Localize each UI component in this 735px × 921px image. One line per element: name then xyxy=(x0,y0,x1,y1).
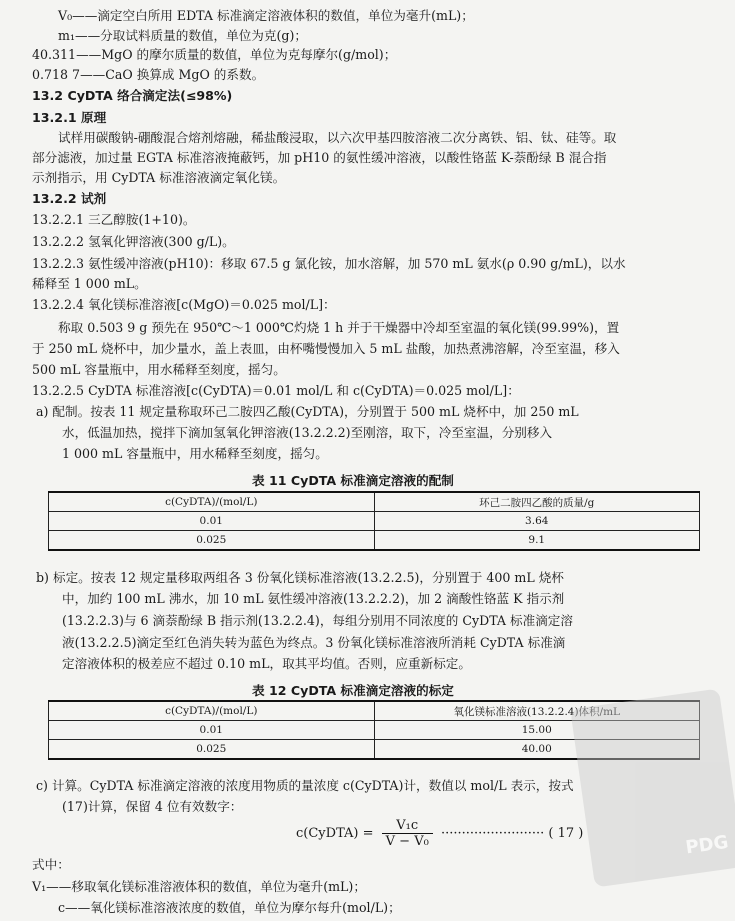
text-line: 式中： xyxy=(32,857,70,872)
text-line: c——氧化镁标准溶液浓度的数值，单位为摩尔每升(mol/L)； xyxy=(58,900,401,915)
text-line: b) 标定。按表 12 规定量移取两组各 3 份氧化镁标准溶液(13.2.2.5)，分别置于 400 mL 烧杯 xyxy=(36,570,564,585)
text-line: 500 mL 容量瓶中，用水稀释至刻度，摇匀。 xyxy=(32,362,286,377)
table-11-header-concentration: c(CyDTA)/(mol/L) xyxy=(49,492,375,512)
text-line: (13.2.2.3)与 6 滴萘酚绿 B 指示剂(13.2.2.4)，每组分别用不同浓度的 CyDTA 标准滴定溶 xyxy=(62,613,573,628)
text-line: 定溶液体积的极差应不超过 0.10 mL，取其平均值。否则，应重新标定。 xyxy=(62,656,471,671)
text-line: 13.2.2.3 氨性缓冲溶液(pH10)：移取 67.5 g 氯化铵，加水溶解，加 570 mL 氨水(ρ 0.90 g/mL)，以水 xyxy=(32,256,626,271)
table-row xyxy=(49,512,700,531)
table-11-header-mass: 环己二胺四乙酸的质量/g xyxy=(374,492,700,512)
text-line: V₀——滴定空白所用 EDTA 标准滴定溶液体积的数值，单位为毫升(mL)； xyxy=(58,8,474,23)
section-heading: 13.2 CyDTA 络合滴定法(≤98%) xyxy=(32,88,233,103)
text-line: V₁——移取氧化镁标准溶液体积的数值，单位为毫升(mL)； xyxy=(32,879,366,894)
formula-denominator: V − V₀ xyxy=(385,834,429,849)
table-cell: 3.64 xyxy=(374,512,700,531)
table-cell: 15.00 xyxy=(374,721,700,740)
text-line: (17)计算，保留 4 位有效数字： xyxy=(62,799,243,814)
formula-dots: ························· xyxy=(440,826,545,841)
table-cell: 0.01 xyxy=(49,721,375,740)
text-line: 称取 0.503 9 g 预先在 950℃～1 000℃灼烧 1 h 并于干燥器中冷却至室温的氧化镁(99.99%)，置 xyxy=(58,320,620,335)
text-line: 水，低温加热，搅拌下滴加氢氧化钾溶液(13.2.2.2)至刚溶，取下，冷至室温，分别移入 xyxy=(62,425,553,440)
table-11-caption: 表 11 CyDTA 标准滴定溶液的配制 xyxy=(252,473,454,488)
text-line: 13.2.2.5 CyDTA 标准溶液[c(CyDTA)＝0.01 mol/L 和 c(CyDTA)＝0.025 mol/L]： xyxy=(32,383,520,398)
formula-numerator: V₁c xyxy=(382,818,433,834)
table-row xyxy=(49,531,700,551)
text-line: m₁——分取试料质量的数值，单位为克(g)； xyxy=(58,28,307,43)
text-line: c) 计算。CyDTA 标准滴定溶液的浓度用物质的量浓度 c(CyDTA)计，数值以 mol/L 表示，按式 xyxy=(36,778,574,793)
table-cell: 0.025 xyxy=(49,531,375,551)
formula-17 xyxy=(296,818,583,849)
section-heading: 13.2.1 原理 xyxy=(32,110,107,125)
table-12-header-concentration: c(CyDTA)/(mol/L) xyxy=(49,701,375,721)
text-line: 于 250 mL 烧杯中，加少量水，盖上表皿，由杯嘴慢慢加入 5 mL 盐酸，加热煮沸溶解，冷至室温，移入 xyxy=(32,341,620,356)
text-line: 部分滤液，加过量 EGTA 标准溶液掩蔽钙，加 pH10 的氨性缓冲溶液，以酸性铬蓝 K-萘酚绿 B 混合指 xyxy=(32,150,607,165)
table-cell: 9.1 xyxy=(374,531,700,551)
text-line: 中，加约 100 mL 沸水，加 10 mL 氨性缓冲溶液(13.2.2.2)，加 2 滴酸性铬蓝 K 指示剂 xyxy=(62,591,565,606)
formula-number: ( 17 ) xyxy=(548,826,584,841)
text-line: a) 配制。按表 11 规定量称取环己二胺四乙酸(CyDTA)，分别置于 500 mL 烧杯中，加 250 mL xyxy=(36,404,579,419)
watermark-text: PDG xyxy=(684,831,730,859)
table-12-header-volume: 氧化镁标准溶液(13.2.2.4)体积/mL xyxy=(374,701,700,721)
text-line: 示剂指示，用 CyDTA 标准溶液滴定氧化镁。 xyxy=(32,170,286,185)
table-12-caption: 表 12 CyDTA 标准滴定溶液的标定 xyxy=(252,683,454,698)
text-line: 液(13.2.2.5)滴定至红色消失转为蓝色为终点。3 份氧化镁标准溶液所消耗 CyDTA 标准滴 xyxy=(62,635,566,650)
text-line: 13.2.2.1 三乙醇胺(1+10)。 xyxy=(32,212,196,227)
watermark-stamp xyxy=(570,688,735,887)
formula-fraction xyxy=(382,818,433,849)
section-heading: 13.2.2 试剂 xyxy=(32,191,107,206)
table-11 xyxy=(48,491,700,551)
text-line: 稀释至 1 000 mL。 xyxy=(32,276,147,291)
table-cell: 0.025 xyxy=(49,740,375,760)
text-line: 试样用碳酸钠-硼酸混合熔剂熔融，稀盐酸浸取，以六次甲基四胺溶液二次分离铁、铝、钛、硅等。取 xyxy=(58,130,617,145)
table-cell: 0.01 xyxy=(49,512,375,531)
text-line: 13.2.2.4 氧化镁标准溶液[c(MgO)＝0.025 mol/L]： xyxy=(32,297,336,312)
text-line: 0.718 7——CaO 换算成 MgO 的系数。 xyxy=(32,67,265,82)
formula-lhs: c(CyDTA) = xyxy=(296,826,374,841)
text-line: 40.311——MgO 的摩尔质量的数值，单位为克每摩尔(g/mol)； xyxy=(32,47,397,62)
text-line: 13.2.2.2 氢氧化钾溶液(300 g/L)。 xyxy=(32,234,235,249)
table-cell: 40.00 xyxy=(374,740,700,760)
text-line: 1 000 mL 容量瓶中，用水稀释至刻度，摇匀。 xyxy=(62,446,328,461)
